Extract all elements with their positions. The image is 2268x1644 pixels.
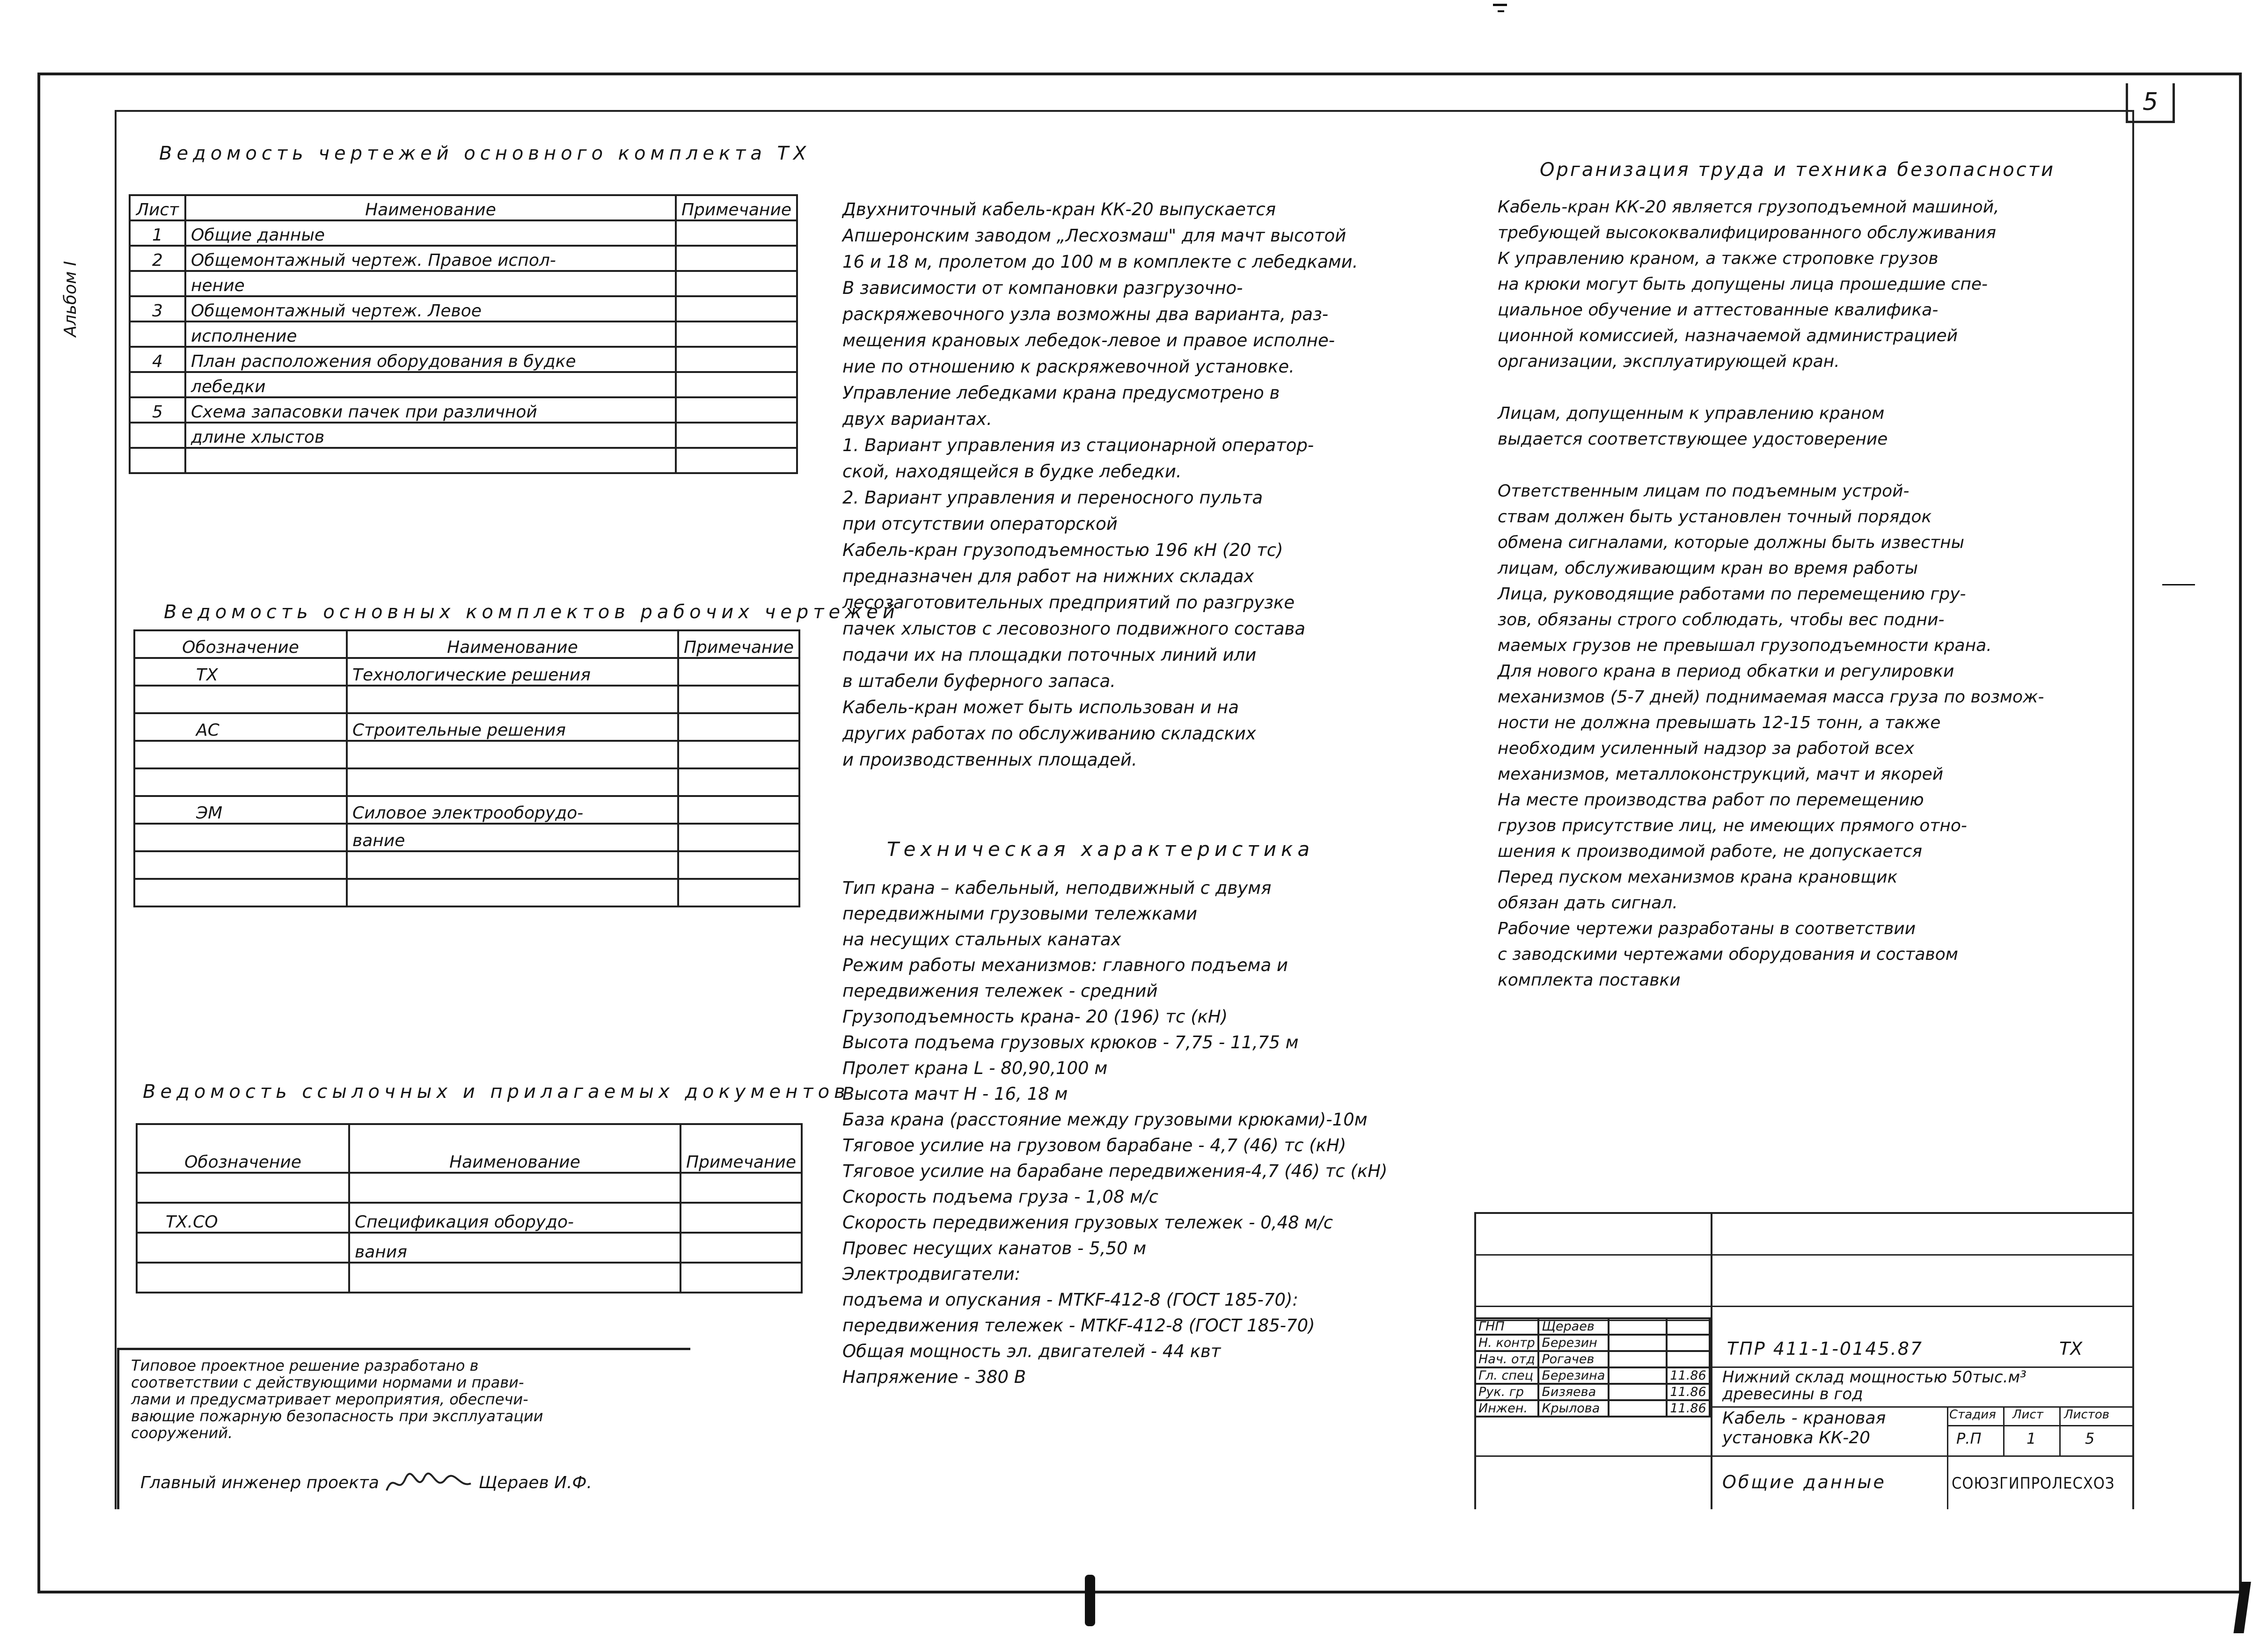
- code-cell: [137, 1263, 349, 1293]
- text-line: комплекта поставки: [1498, 971, 1681, 990]
- name-cell: Бизяева: [1538, 1384, 1609, 1400]
- text-line: раскряжевочного узла возможны два варианта, раз-: [842, 304, 1329, 324]
- note-line: соответствии с действующими нормами и прави-: [131, 1374, 524, 1391]
- code-cell: ТХ: [134, 658, 347, 686]
- sheets-header: Листов: [2064, 1408, 2110, 1422]
- name-cell: вания: [349, 1233, 680, 1263]
- table-row: [130, 397, 797, 423]
- approval-row: [1475, 1400, 1710, 1417]
- text-line: 16 и 18 м, пролетом до 100 м в комплекте с лебедками.: [842, 252, 1358, 272]
- organization-name: СОЮЗГИПРОЛЕСХОЗ: [1952, 1474, 2115, 1493]
- text-line: Провес несущих канатов - 5,50 м: [842, 1238, 1147, 1258]
- signature-cell: [1609, 1367, 1667, 1384]
- text-line: на несущих стальных канатах: [842, 929, 1121, 950]
- text-line: ционной комиссией, назначаемой администрацией: [1498, 326, 1958, 345]
- code-cell: [134, 851, 347, 879]
- text-line: Скорость передвижения грузовых тележек - 0,48 м/с: [842, 1213, 1333, 1233]
- safety-text: [1498, 194, 2044, 993]
- name-cell: вание: [347, 824, 678, 851]
- signature-cell: [1609, 1335, 1667, 1351]
- table2-col-code: Обозначение: [134, 630, 347, 658]
- text-line: лесозаготовительных предприятий по разгрузке: [842, 592, 1295, 613]
- name-cell: [347, 686, 678, 713]
- text-line: предназначен для работ на нижних складах: [842, 566, 1254, 586]
- title-block: [1474, 1212, 2134, 1509]
- text-line: ской, находящейся в будке лебедки.: [842, 461, 1182, 482]
- name-cell: нение: [185, 271, 676, 296]
- table-row: [137, 1173, 802, 1203]
- text-line: Управление лебедками крана предусмотрено в: [842, 383, 1280, 403]
- text-line: обмена сигналами, которые должны быть известны: [1498, 533, 1965, 552]
- code-cell: АС: [134, 713, 347, 741]
- code-cell: [134, 824, 347, 851]
- text-line: передвижения тележек - MTKF-412-8 (ГОСТ 185-70): [842, 1315, 1315, 1336]
- code-cell: [134, 879, 347, 906]
- object-name-line1: Нижний склад мощностью 50тыс.м³: [1722, 1368, 2027, 1387]
- name-cell: [347, 741, 678, 768]
- table-row: [130, 347, 797, 372]
- note-cell: [678, 713, 799, 741]
- name-cell: Березина: [1538, 1367, 1609, 1384]
- note-cell: [676, 347, 797, 372]
- text-line: Перед пуском механизмов крана крановщик: [1498, 868, 1898, 887]
- table-row: [130, 321, 797, 347]
- note-cell: [676, 271, 797, 296]
- text-line: [1498, 452, 2044, 478]
- drawing-frame-left-edge: [115, 110, 117, 1509]
- name-cell: Силовое электрооборудо-: [347, 796, 678, 824]
- signature-cell: [1609, 1384, 1667, 1400]
- text-line: грузов присутствие лиц, не имеющих прямого отно-: [1498, 816, 1967, 835]
- approval-row: [1475, 1384, 1710, 1400]
- text-line: [1498, 374, 2044, 401]
- date-cell: [1667, 1335, 1710, 1351]
- note-cell: [676, 423, 797, 448]
- name-cell: длине хлыстов: [185, 423, 676, 448]
- text-line: организации, эксплуатирующей кран.: [1498, 352, 1840, 371]
- title-block-hline: [1474, 1254, 2134, 1256]
- doc-code: ТПР 411-1-0145.87: [1727, 1338, 1924, 1359]
- stage-header: Стадия: [1949, 1408, 1996, 1422]
- table-row: [134, 658, 799, 686]
- role-cell: ГНП: [1475, 1318, 1538, 1335]
- title-block-hline: [1947, 1425, 2134, 1426]
- note-cell: [678, 796, 799, 824]
- table-row: [137, 1203, 802, 1233]
- table1-col-name: Наименование: [185, 195, 676, 220]
- text-line: База крана (расстояние между грузовыми крюками)-10м: [842, 1110, 1368, 1130]
- title-block-vline: [1947, 1406, 1948, 1509]
- text-line: ствам должен быть установлен точный порядок: [1498, 507, 1932, 526]
- text-line: Кабель-кран грузоподъемностью 196 кН (20 тс): [842, 540, 1283, 560]
- text-line: Лицам, допущенным к управлению краном: [1498, 404, 1885, 423]
- table-row: [134, 796, 799, 824]
- sheet-value: 1: [2027, 1430, 2036, 1447]
- name-cell: Рогачев: [1538, 1351, 1609, 1367]
- date-cell: 11.86: [1667, 1384, 1710, 1400]
- crane-description: [842, 197, 1358, 773]
- name-cell: лебедки: [185, 372, 676, 397]
- scan-mark: [1498, 10, 1504, 12]
- table1-col-note: Примечание: [676, 195, 797, 220]
- table3-col-name: Наименование: [349, 1124, 680, 1173]
- note-cell: [676, 372, 797, 397]
- text-line: на крюки могут быть допущены лица прошедшие спе-: [1498, 275, 1988, 294]
- sheet-cell: 4: [130, 347, 185, 372]
- note-cell: [676, 246, 797, 271]
- code-cell: [137, 1173, 349, 1203]
- approval-row: [1475, 1351, 1710, 1367]
- name-cell: Технологические решения: [347, 658, 678, 686]
- name-cell: Общие данные: [185, 220, 676, 246]
- text-line: с заводскими чертежами оборудования и составом: [1498, 945, 1958, 964]
- note-cell: [676, 448, 797, 473]
- name-cell: План расположения оборудования в будке: [185, 347, 676, 372]
- sheets-value: 5: [2085, 1430, 2095, 1447]
- approval-row: [1475, 1335, 1710, 1351]
- text-line: передвижными грузовыми тележками: [842, 904, 1198, 924]
- text-line: ние по отношению к раскряжевочной установке.: [842, 357, 1295, 377]
- text-line: мещения крановых лебедок-левое и правое исполне-: [842, 330, 1335, 351]
- note-cell: [678, 741, 799, 768]
- scan-mark: [1493, 4, 1507, 6]
- sheet-cell: [130, 448, 185, 473]
- table3-col-code: Обозначение: [137, 1124, 349, 1173]
- text-line: К управлению краном, а также строповке грузов: [1498, 249, 1939, 268]
- code-cell: [137, 1233, 349, 1263]
- table-row: [130, 372, 797, 397]
- text-line: передвижения тележек - средний: [842, 981, 1158, 1001]
- title-block-divider: [1711, 1212, 1712, 1509]
- text-line: Ответственным лицам по подъемным устрой-: [1498, 482, 1910, 501]
- sheet-cell: 1: [130, 220, 185, 246]
- text-line: Напряжение - 380 В: [842, 1367, 1026, 1387]
- note-cell: [680, 1233, 802, 1263]
- signature-scribble: [384, 1469, 473, 1498]
- role-cell: Н. контр: [1475, 1335, 1538, 1351]
- table-row: [130, 271, 797, 296]
- table-row: [134, 851, 799, 879]
- text-line: Кабель-кран КК-20 является грузоподъемной машиной,: [1498, 197, 1999, 217]
- work-drawings-table: [133, 629, 800, 907]
- text-line: необходим усиленный надзор за работой всех: [1498, 739, 1915, 758]
- text-line: В зависимости от компановки разгрузочно-: [842, 278, 1243, 298]
- code-cell: [134, 686, 347, 713]
- text-line: выдается соответствующее удостоверение: [1498, 430, 1888, 449]
- table-row: [130, 296, 797, 321]
- text-line: механизмов (5-7 дней) поднимаемая масса груза по возмож-: [1498, 687, 2044, 707]
- text-line: циальное обучение и аттестованные квалифика-: [1498, 300, 1939, 320]
- name-cell: Схема запасовки пачек при различной: [185, 397, 676, 423]
- text-line: Тяговое усилие на грузовом барабане - 4,7 (46) тс (кН): [842, 1135, 1346, 1155]
- text-line: Электродвигатели:: [842, 1264, 1021, 1284]
- note-line: вающие пожарную безопасность при эксплуатации: [131, 1407, 543, 1425]
- text-line: Апшеронским заводом „Лесхозмаш" для мачт высотой: [842, 226, 1346, 246]
- text-line: других работах по обслуживанию складских: [842, 723, 1256, 744]
- note-cell: [680, 1203, 802, 1233]
- text-line: Двухниточный кабель-кран КК-20 выпускается: [842, 199, 1276, 219]
- code-cell: ТХ.СО: [137, 1203, 349, 1233]
- table-row: [134, 713, 799, 741]
- object-name: [1722, 1369, 2027, 1403]
- name-cell: Березин: [1538, 1335, 1609, 1351]
- note-line: Типовое проектное решение разработано в: [131, 1357, 479, 1374]
- note-cell: [680, 1173, 802, 1203]
- scan-mark: [2162, 584, 2195, 585]
- table-row: [137, 1263, 802, 1293]
- text-line: в штабели буферного запаса.: [842, 671, 1116, 691]
- note-cell: [680, 1263, 802, 1293]
- reference-docs-table: [136, 1123, 803, 1293]
- signature-cell: [1609, 1351, 1667, 1367]
- date-cell: [1667, 1351, 1710, 1367]
- chief-engineer-label: Главный инженер проекта: [140, 1473, 379, 1492]
- table-row: [134, 686, 799, 713]
- code-cell: [134, 768, 347, 796]
- table-row: [130, 423, 797, 448]
- text-line: Лица, руководящие работами по перемещению гру-: [1498, 585, 1966, 604]
- table2-title: Ведомость основных комплектов рабочих чертежей: [164, 601, 900, 623]
- note-cell: [678, 686, 799, 713]
- text-line: Рабочие чертежи разработаны в соответствии: [1498, 919, 1916, 938]
- table-row: [130, 246, 797, 271]
- note-cell: [678, 824, 799, 851]
- text-line: Скорость подъема груза - 1,08 м/с: [842, 1187, 1158, 1207]
- name-cell: [347, 851, 678, 879]
- note-cell: [676, 220, 797, 246]
- note-line: сооружений.: [131, 1424, 233, 1442]
- table-row: [130, 220, 797, 246]
- table3-col-note: Примечание: [680, 1124, 802, 1173]
- doc-suffix: ТХ: [2059, 1338, 2083, 1359]
- text-line: Для нового крана в период обкатки и регулировки: [1498, 662, 1954, 681]
- text-line: зов, обязаны строго соблюдать, чтобы вес подни-: [1498, 610, 1945, 629]
- text-line: Режим работы механизмов: главного подъема и: [842, 955, 1288, 975]
- safety-title: Организация труда и техника безопасности: [1540, 159, 2055, 181]
- table-row: [134, 741, 799, 768]
- sheet-title: Общие данные: [1722, 1472, 1886, 1492]
- role-cell: Инжен.: [1475, 1400, 1538, 1417]
- code-cell: ЭМ: [134, 796, 347, 824]
- text-line: обязан дать сигнал.: [1498, 893, 1678, 913]
- note-text: [131, 1357, 543, 1441]
- sheet-cell: 2: [130, 246, 185, 271]
- sheet-cell: [130, 372, 185, 397]
- text-line: двух вариантах.: [842, 409, 992, 429]
- text-line: механизмов, металлоконструкций, мачт и якорей: [1498, 765, 1944, 784]
- text-line: лицам, обслуживающим кран во время работы: [1498, 559, 1918, 578]
- note-cell: [676, 397, 797, 423]
- drawings-list-table: [129, 194, 798, 474]
- sheet-cell: [130, 321, 185, 347]
- text-line: и производственных площадей.: [842, 750, 1137, 770]
- date-cell: [1667, 1318, 1710, 1335]
- name-cell: [347, 879, 678, 906]
- table-row: [137, 1233, 802, 1263]
- table-row: [130, 448, 797, 473]
- part-name-line1: Кабель - крановая: [1722, 1409, 1886, 1428]
- name-cell: [185, 448, 676, 473]
- text-line: подъема и опускания - MTKF-412-8 (ГОСТ 185-70):: [842, 1290, 1298, 1310]
- text-line: Общая мощность эл. двигателей - 44 квт: [842, 1341, 1221, 1361]
- page-number: 5: [2126, 83, 2175, 123]
- text-line: Грузоподъемность крана- 20 (196) тс (кН): [842, 1007, 1228, 1027]
- note-cell: [678, 851, 799, 879]
- text-line: 2. Вариант управления и переносного пульта: [842, 488, 1263, 508]
- note-cell: [678, 879, 799, 906]
- date-cell: 11.86: [1667, 1367, 1710, 1384]
- signature-cell: [1609, 1318, 1667, 1335]
- code-cell: [134, 741, 347, 768]
- title-block-hline: [1474, 1455, 2134, 1457]
- note-cell: [678, 768, 799, 796]
- scan-mark: [1085, 1575, 1095, 1626]
- text-line: подачи их на площадки поточных линий или: [842, 645, 1257, 665]
- title-block-vline: [2059, 1406, 2061, 1455]
- text-line: На месте производства работ по перемещению: [1498, 790, 1924, 810]
- approvals-table: [1474, 1317, 1711, 1417]
- tech-specs: [842, 875, 1388, 1390]
- sheet-cell: 3: [130, 296, 185, 321]
- title-block-vline: [2003, 1406, 2005, 1455]
- table2-col-name: Наименование: [347, 630, 678, 658]
- text-line: требующей высококвалифицированного обслуживания: [1498, 223, 1997, 242]
- table-row: [134, 879, 799, 906]
- note-line: лами и предусматривает мероприятия, обеспечи-: [131, 1390, 528, 1408]
- text-line: Кабель-кран может быть использован и на: [842, 697, 1239, 717]
- text-line: ности не должна превышать 12-15 тонн, а также: [1498, 713, 1941, 732]
- album-label: Альбом I: [61, 261, 80, 337]
- sheet-header: Лист: [2012, 1408, 2043, 1422]
- sheet-cell: [130, 271, 185, 296]
- name-cell: исполнение: [185, 321, 676, 347]
- title-block-top-border: [1474, 1212, 2134, 1214]
- title-block-hline: [1474, 1306, 2134, 1307]
- text-line: при отсутствии операторской: [842, 514, 1118, 534]
- signature-cell: [1609, 1400, 1667, 1417]
- note-cell: [678, 658, 799, 686]
- object-name-line2: древесины в год: [1722, 1385, 1863, 1403]
- note-cell: [676, 296, 797, 321]
- text-line: Тяговое усилие на барабане передвижения-4,7 (46) тс (кН): [842, 1161, 1388, 1181]
- part-name: [1722, 1409, 1886, 1448]
- name-cell: Строительные решения: [347, 713, 678, 741]
- tech-title: Техническая характеристика: [887, 838, 1315, 861]
- stage-value: Р.П: [1956, 1430, 1982, 1447]
- name-cell: [349, 1263, 680, 1293]
- name-cell: Общемонтажный чертеж. Левое: [185, 296, 676, 321]
- name-cell: [349, 1173, 680, 1203]
- note-cell: [676, 321, 797, 347]
- text-line: шения к производимой работе, не допускается: [1498, 842, 1923, 861]
- role-cell: Нач. отд: [1475, 1351, 1538, 1367]
- text-line: пачек хлыстов с лесовозного подвижного состава: [842, 619, 1306, 639]
- date-cell: 11.86: [1667, 1400, 1710, 1417]
- role-cell: Рук. гр: [1475, 1384, 1538, 1400]
- approval-row: [1475, 1318, 1710, 1335]
- name-cell: Общемонтажный чертеж. Правое испол-: [185, 246, 676, 271]
- table-row: [134, 824, 799, 851]
- role-cell: Гл. спец: [1475, 1367, 1538, 1384]
- text-line: Высота подъема грузовых крюков - 7,75 - 11,75 м: [842, 1032, 1299, 1052]
- table1-title: Ведомость чертежей основного комплекта ТХ: [159, 143, 811, 164]
- name-cell: [347, 768, 678, 796]
- chief-engineer-line: [140, 1469, 592, 1498]
- table3-title: Ведомость ссылочных и прилагаемых документов: [143, 1081, 850, 1103]
- text-line: маемых грузов не превышал грузоподъемности крана.: [1498, 636, 1992, 655]
- approval-row: [1475, 1367, 1710, 1384]
- sheet-cell: 5: [130, 397, 185, 423]
- name-cell: Крылова: [1538, 1400, 1609, 1417]
- text-line: Пролет крана L - 80,90,100 м: [842, 1058, 1108, 1078]
- text-line: Высота мачт Н - 16, 18 м: [842, 1084, 1068, 1104]
- text-line: 1. Вариант управления из стационарной оператор-: [842, 435, 1314, 455]
- sheet-cell: [130, 423, 185, 448]
- part-name-line2: установка КК-20: [1722, 1428, 1871, 1447]
- chief-engineer-name: Щерaев И.Ф.: [478, 1473, 592, 1492]
- name-cell: Щерaев: [1538, 1318, 1609, 1335]
- table2-col-note: Примечание: [678, 630, 799, 658]
- table1-col-sheet: Лист: [130, 195, 185, 220]
- table-row: [134, 768, 799, 796]
- text-line: Тип крана – кабельный, неподвижный с двумя: [842, 878, 1272, 898]
- name-cell: Спецификация оборудо-: [349, 1203, 680, 1233]
